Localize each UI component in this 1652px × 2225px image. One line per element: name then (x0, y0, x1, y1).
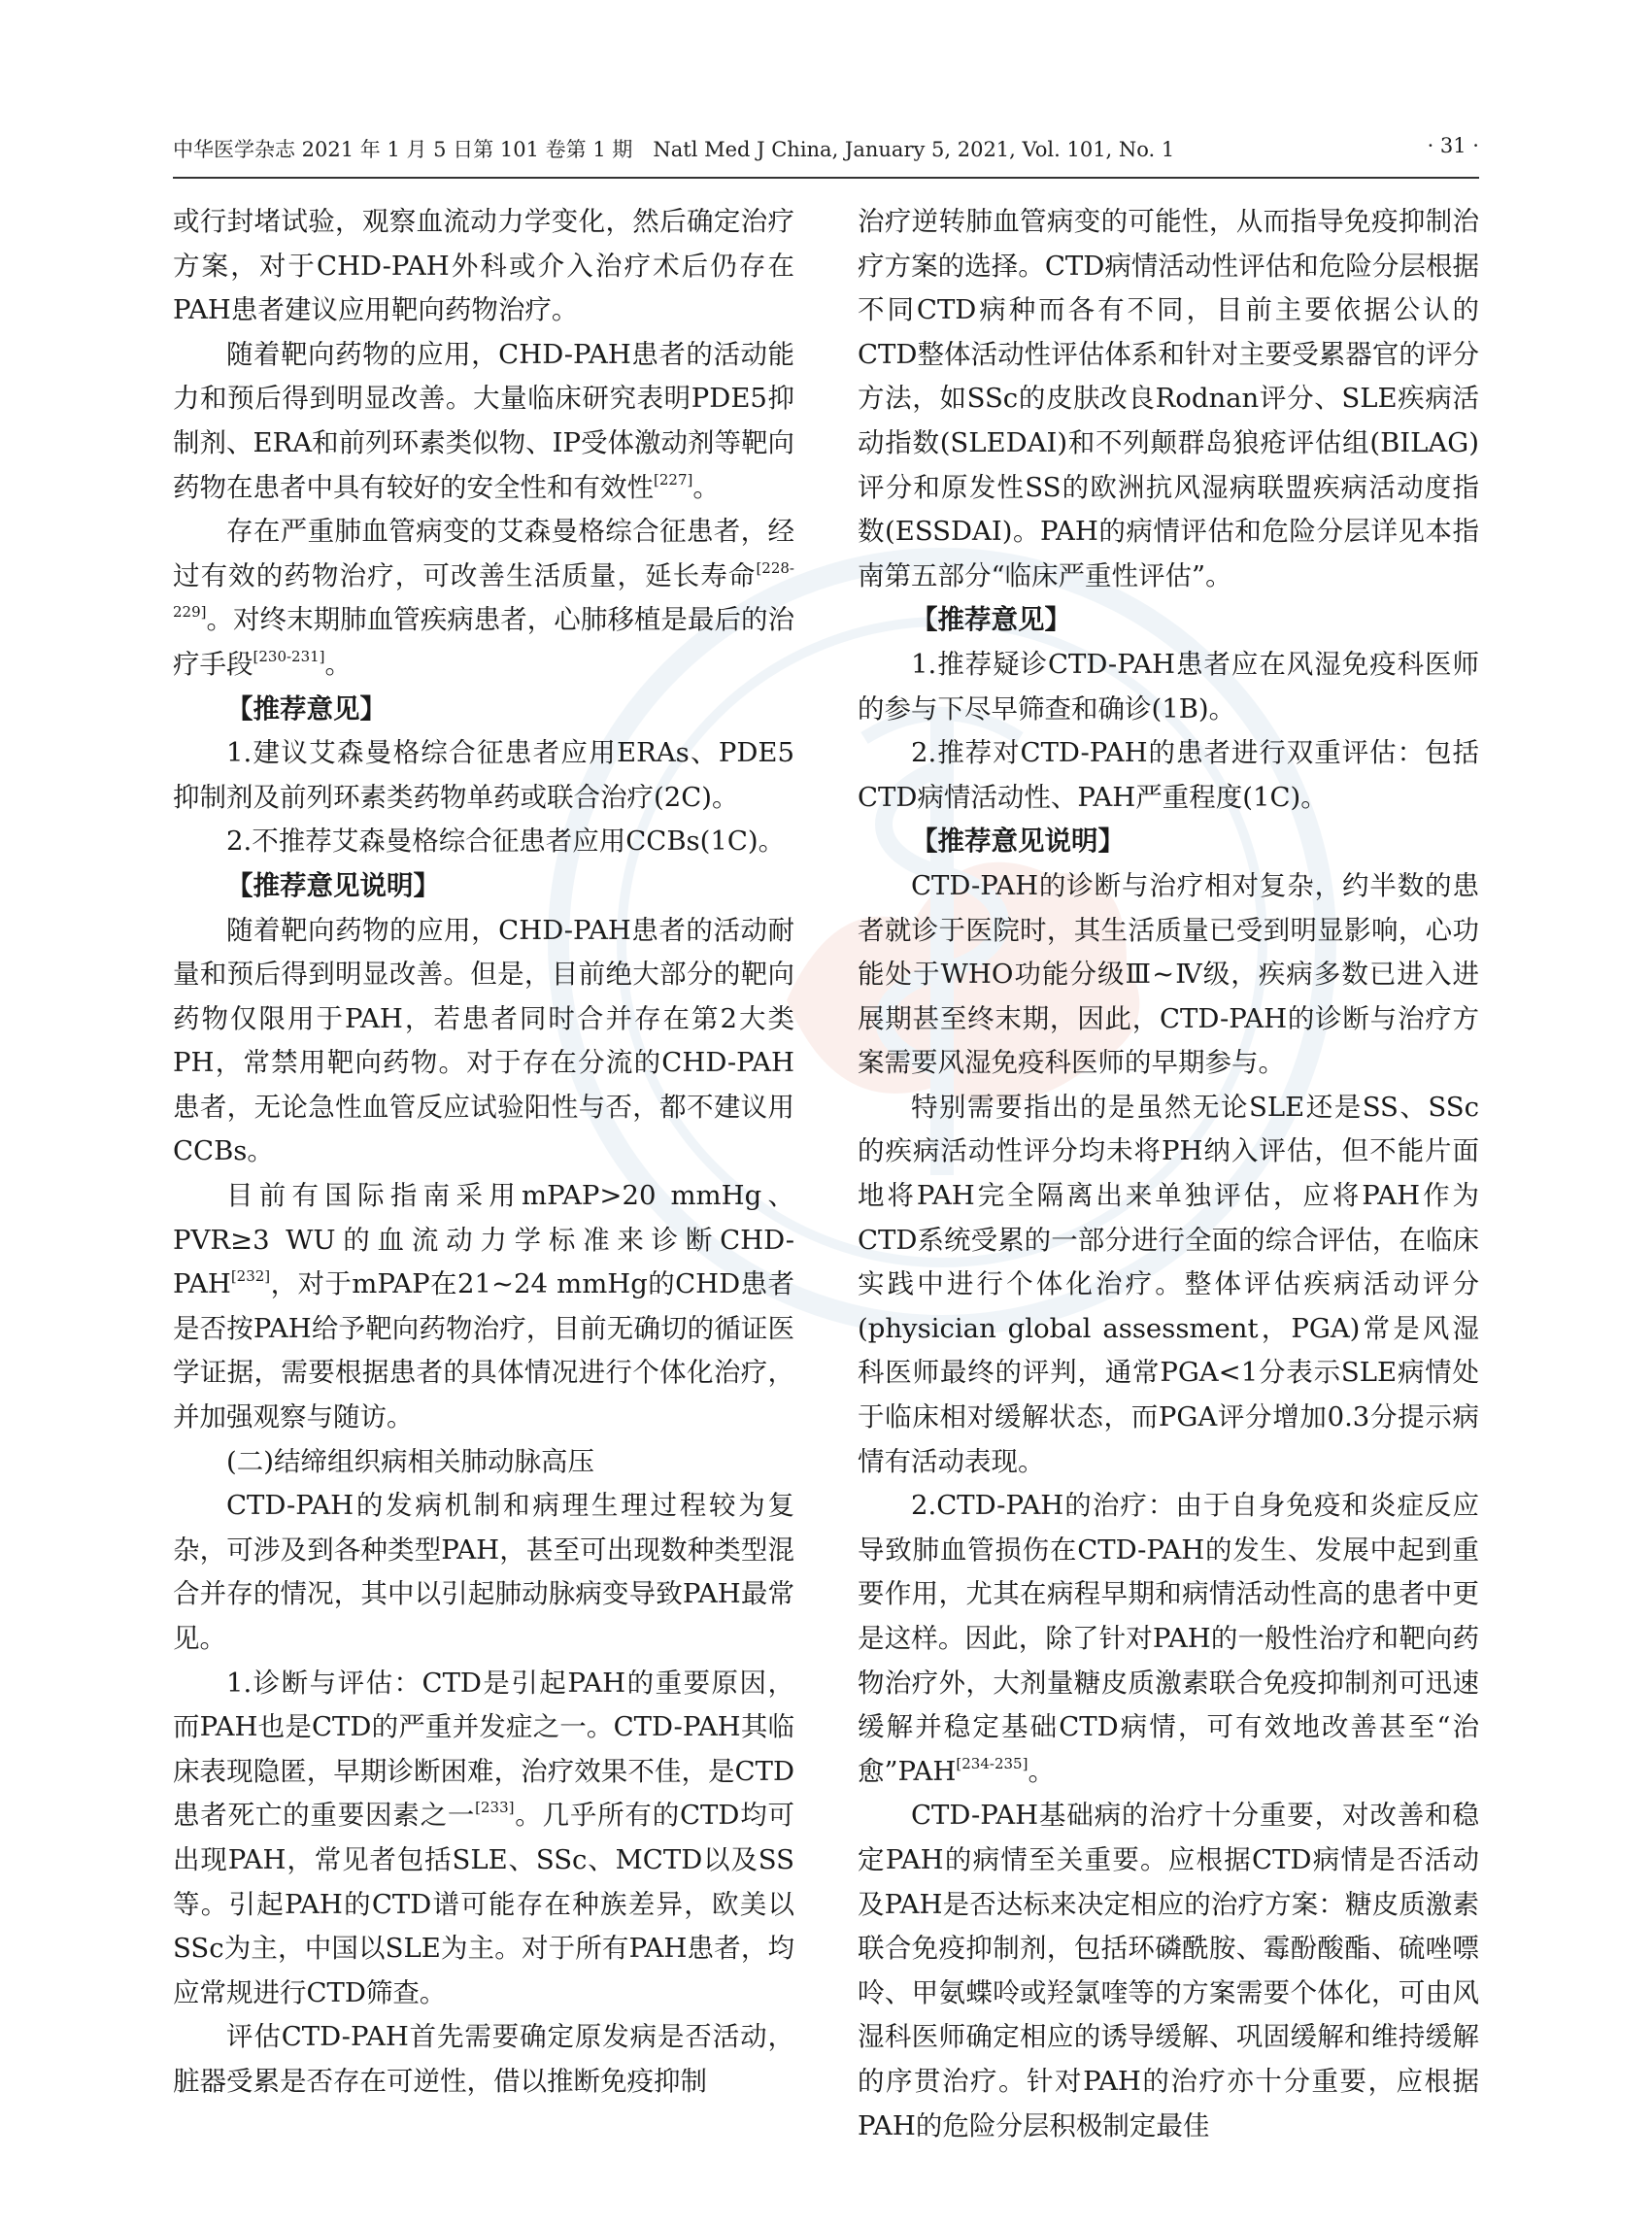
citation[interactable]: [228-229] (173, 558, 794, 622)
paragraph: 或行封堵试验，观察血流动力学变化，然后确定治疗方案，对于CHD-PAH外科或介入治疗术后仍存在PAH患者建议应用靶向药物治疗。 (173, 206, 794, 326)
recommendation-explanation-heading: 【推荐意见说明】 (911, 826, 1125, 858)
paragraph: 目前有国际指南采用mPAP>20 mmHg、PVR≥3 WU的血流动力学标准来诊断CHD-PAH[232]，对于mPAP在21~24 mmHg的CHD患者是否按PAH给予靶向药物治疗，目前无确切的循证医学证据，需要根据患者的具体情况进行个体化治疗，并加强观察与随访。 (173, 1180, 794, 1433)
paragraph: 2.CTD-PAH的治疗：由于自身免疫和炎症反应导致肺血管损伤在CTD-PAH的发生、发展中起到重要作用，尤其在病程早期和病情活动性高的患者中更是这样。因此，除了针对PAH的一般性治疗和靶向药物治疗外，大剂量糖皮质激素联合免疫抑制剂可迅速缓解并稳定基础CTD病情，可有效地改善甚至“治愈”PAH[234-235]。 (858, 1490, 1479, 1787)
recommendation-item: 1.推荐疑诊CTD-PAH患者应在风湿免疫科医师的参与下尽早筛查和确诊(1B)。 (858, 648, 1479, 725)
journal-citation: 中华医学杂志 2021 年 1 月 5 日第 101 卷第 1 期 Natl Med J China, January 5, 2021, Vol. 101, No. 1 (173, 138, 1175, 161)
paragraph: CTD-PAH的诊断与治疗相对复杂，约半数的患者就诊于医院时，其生活质量已受到明显影响，心功能处于WHO功能分级Ⅲ~Ⅳ级，疾病多数已进入进展期甚至终末期，因此，CTD-PAH的诊断与治疗方案需要风湿免疫科医师的早期参与。 (858, 869, 1479, 1079)
paragraph: 治疗逆转肺血管病变的可能性，从而指导免疫抑制治疗方案的选择。CTD病情活动性评估和危险分层根据不同CTD病种而各有不同，目前主要依据公认的CTD整体活动性评估体系和针对主要受累器官的评分方法，如SSc的皮肤改良Rodnan评分、SLE疾病活动指数(SLEDAI)和不列颠群岛狼疮评估组(BILAG)评分和原发性SS的欧洲抗风湿病联盟疾病活动度指数(ESSDAI)。PAH的病情评估和危险分层详见本指南第五部分“临床严重性评估”。 (858, 206, 1479, 591)
header-rule (173, 177, 1479, 179)
recommendation-heading: 【推荐意见】 (226, 692, 387, 725)
paragraph: 1.诊断与评估：CTD是引起PAH的重要原因，而PAH也是CTD的严重并发症之一。CTD-PAH其临床表现隐匿，早期诊断困难，治疗效果不佳，是CTD患者死亡的重要因素之一[233]。几乎所有的CTD均可出现PAH，常见者包括SLE、SSc、MCTD以及SS等。引起PAH的CTD谱可能存在种族差异，欧美以SSc为主，中国以SLE为主。对于所有PAH患者，均应常规进行CTD筛查。 (173, 1667, 795, 2008)
paragraph: 随着靶向药物的应用，CHD-PAH患者的活动耐量和预后得到明显改善。但是，目前绝大部分的靶向药物仅限用于PAH，若患者同时合并存在第2大类PH，常禁用靶向药物。对于存在分流的CHD-PAH患者，无论急性血管反应试验阳性与否，都不建议用CCBs。 (173, 914, 794, 1167)
paragraph: 特别需要指出的是虽然无论SLE还是SS、SSc的疾病活动性评分均未将PH纳入评估，但不能片面地将PAH完全隔离出来单独评估，应将PAH作为CTD系统受累的一部分进行全面的综合评估，在临床实践中进行个体化治疗。整体评估疾病活动评分(physician global assessment，PGA)常是风湿科医师最终的评判，通常PGA<1分表示SLE病情处于临床相对缓解状态，而PGA评分增加0.3分提示病情有活动表现。 (858, 1091, 1479, 1477)
citation[interactable]: [233] (475, 1799, 515, 1817)
left-column (173, 200, 794, 2105)
recommendation-item: 1.建议艾森曼格综合征患者应用ERAs、PDE5抑制剂及前列环素类药物单药或联合治疗(2C)。 (173, 737, 794, 813)
paragraph: CTD-PAH基础病的治疗十分重要，对改善和稳定PAH的病情至关重要。应根据CTD病情是否活动及PAH是否达标来决定相应的治疗方案：糖皮质激素联合免疫抑制剂，包括环磷酰胺、霉酚酸酯、硫唑嘌呤、甲氨蝶呤或羟氯喹等的方案需要个体化，可由风湿科医师确定相应的诱导缓解、巩固缓解和维持缓解的序贯治疗。针对PAH的治疗亦十分重要，应根据PAH的危险分层积极制定最佳 (858, 1800, 1479, 2141)
paragraph: 随着靶向药物的应用，CHD-PAH患者的活动能力和预后得到明显改善。大量临床研究表明PDE5抑制剂、ERA和前列环素类似物、IP受体激动剂等靶向药物在患者中具有较好的安全性和有效性[227]。 (173, 338, 795, 503)
citation[interactable]: [234-235] (956, 1754, 1028, 1772)
right-column (858, 200, 1479, 2148)
section-subheading: (二)结缔组织病相关肺动脉高压 (226, 1445, 594, 1477)
recommendation-item: 2.不推荐艾森曼格综合征患者应用CCBs(1C)。 (226, 826, 786, 858)
page-number: · 31 · (1427, 134, 1479, 157)
recommendation-heading: 【推荐意见】 (911, 604, 1071, 636)
recommendation-explanation-heading: 【推荐意见说明】 (226, 869, 440, 901)
citation[interactable]: [230-231] (253, 647, 325, 665)
paragraph: 评估CTD-PAH首先需要确定原发病是否活动，脏器受累是否存在可逆性，借以推断免疫抑制 (173, 2021, 794, 2097)
recommendation-item: 2.推荐对CTD-PAH的患者进行双重评估：包括CTD病情活动性、PAH严重程度(1C)。 (858, 737, 1479, 813)
citation[interactable]: [227] (654, 470, 693, 489)
paragraph: CTD-PAH的发病机制和病理生理过程较为复杂，可涉及到各种类型PAH，甚至可出现数种类型混合并存的情况，其中以引起肺动脉病变导致PAH最常见。 (173, 1490, 794, 1654)
citation[interactable]: [232] (230, 1267, 271, 1286)
running-header (173, 134, 1479, 169)
paragraph: 存在严重肺血管病变的艾森曼格综合征患者，经过有效的药物治疗，可改善生活质量，延长寿命[228-229]。对终末期肺血管疾病患者，心肺移植是最后的治疗手段[230-231]。 (173, 516, 794, 680)
